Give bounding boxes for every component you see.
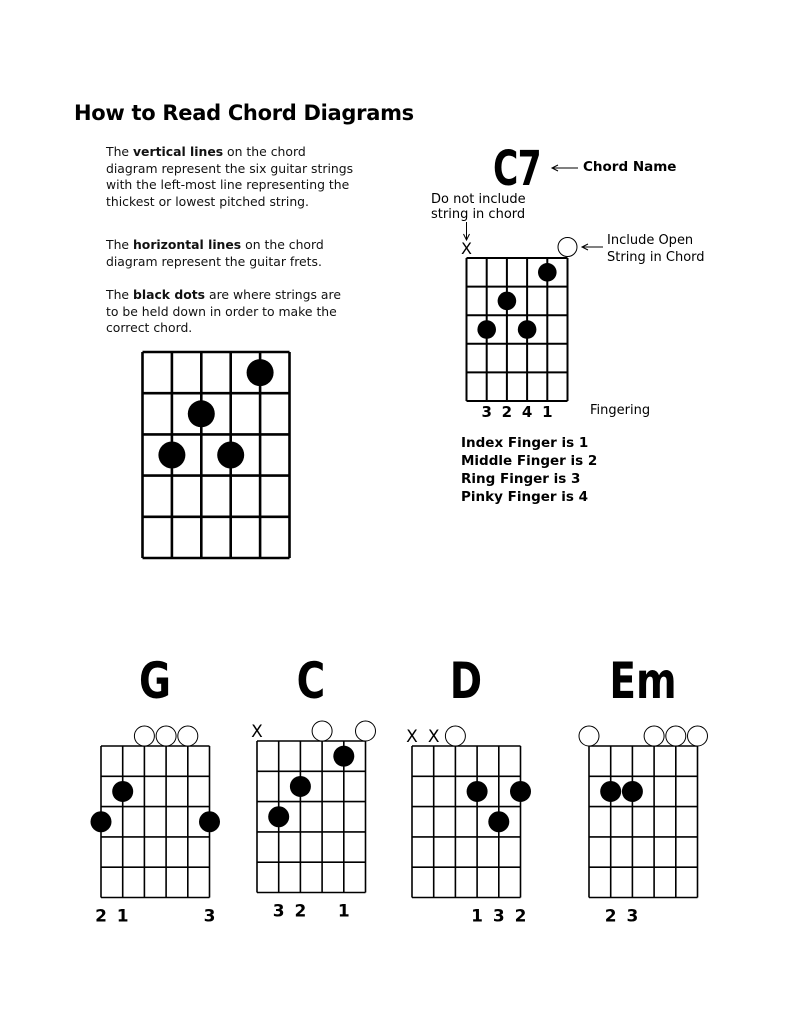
fingering-number: 2	[294, 901, 307, 922]
finger-key-item: Pinky Finger is 4	[461, 489, 589, 505]
horizontal-lines-paragraph: The horizontal lines on the chord diagram represent the guitar frets.	[106, 237, 324, 269]
fingering-number: 2	[501, 403, 513, 421]
finger-dot	[290, 776, 311, 797]
fingering-number: 3	[203, 906, 216, 927]
finger-dot	[518, 320, 537, 339]
mute-symbol: X	[406, 727, 418, 747]
chord-name: Em	[609, 651, 677, 711]
finger-dot	[268, 806, 289, 827]
open-string-label: Include Open String in Chord	[607, 233, 705, 265]
finger-dot	[467, 781, 488, 802]
finger-dot	[188, 400, 215, 427]
fingering-number: 3	[626, 906, 639, 927]
finger-dot	[217, 442, 244, 469]
finger-dot	[91, 811, 112, 832]
open-string-icon	[356, 721, 376, 741]
finger-dot	[247, 359, 274, 386]
mute-symbol: X	[251, 722, 263, 742]
chord-c	[251, 651, 375, 921]
open-string-icon	[445, 726, 465, 746]
mute-symbol: X	[427, 727, 440, 747]
chord-name: D	[449, 651, 483, 711]
example-chord-name: C7	[493, 141, 541, 197]
example-c7-diagram	[420, 150, 610, 430]
finger-dot	[600, 781, 621, 802]
finger-dot	[199, 811, 220, 832]
open-string-icon	[644, 726, 664, 746]
open-string-icon	[558, 238, 577, 257]
chord-name-label: Chord Name	[583, 159, 677, 175]
fingering-number: 1	[337, 901, 350, 922]
page-title: How to Read Chord Diagrams	[74, 101, 414, 125]
fingering-number: 2	[514, 906, 527, 927]
open-string-icon	[666, 726, 686, 746]
do-not-include-label: Do not include string in chord	[431, 192, 526, 222]
fingering-number: 3	[481, 403, 492, 421]
example-chord-diagram-large	[138, 348, 298, 564]
chord-name: G	[138, 651, 172, 711]
finger-dot	[488, 811, 509, 832]
fingering-label: Fingering	[590, 403, 651, 418]
open-string-icon	[688, 726, 708, 746]
finger-dot	[158, 442, 185, 469]
finger-key-item: Middle Finger is 2	[461, 453, 598, 469]
finger-dot	[498, 292, 517, 311]
chord-d	[406, 651, 531, 926]
open-string-icon	[579, 726, 599, 746]
chord-em	[579, 651, 708, 926]
fingering-number: 3	[492, 906, 505, 927]
fingering-number: 1	[116, 906, 129, 927]
fingering-number: 2	[95, 906, 107, 927]
finger-key-item: Index Finger is 1	[461, 435, 589, 451]
finger-key-list	[461, 434, 597, 506]
finger-dot	[538, 263, 557, 282]
finger-dot	[477, 320, 496, 339]
fingering-number: 1	[471, 906, 484, 927]
finger-dot	[510, 781, 531, 802]
chord-name: C	[296, 651, 326, 711]
open-string-icon	[178, 726, 198, 746]
chord-diagram-row	[0, 640, 785, 940]
vertical-lines-paragraph: The vertical lines on the chord diagram represent the six guitar strings with the left-most line representing the thickest or lowest pitched string.	[106, 144, 354, 209]
fingering-number: 2	[604, 906, 617, 927]
chord-g	[91, 651, 221, 926]
fingering-number: 4	[521, 403, 533, 421]
finger-dot	[112, 781, 133, 802]
black-dots-paragraph: The black dots are where strings are to be held down in order to make the correct chord.	[106, 287, 341, 335]
fingering-number: 1	[542, 403, 553, 421]
open-string-icon	[156, 726, 176, 746]
finger-dot	[622, 781, 643, 802]
fingering-number: 3	[272, 901, 285, 922]
open-string-icon	[134, 726, 154, 746]
finger-dot	[333, 746, 354, 767]
open-string-icon	[312, 721, 332, 741]
finger-key-item: Ring Finger is 3	[461, 471, 581, 487]
mute-symbol: X	[461, 239, 472, 258]
